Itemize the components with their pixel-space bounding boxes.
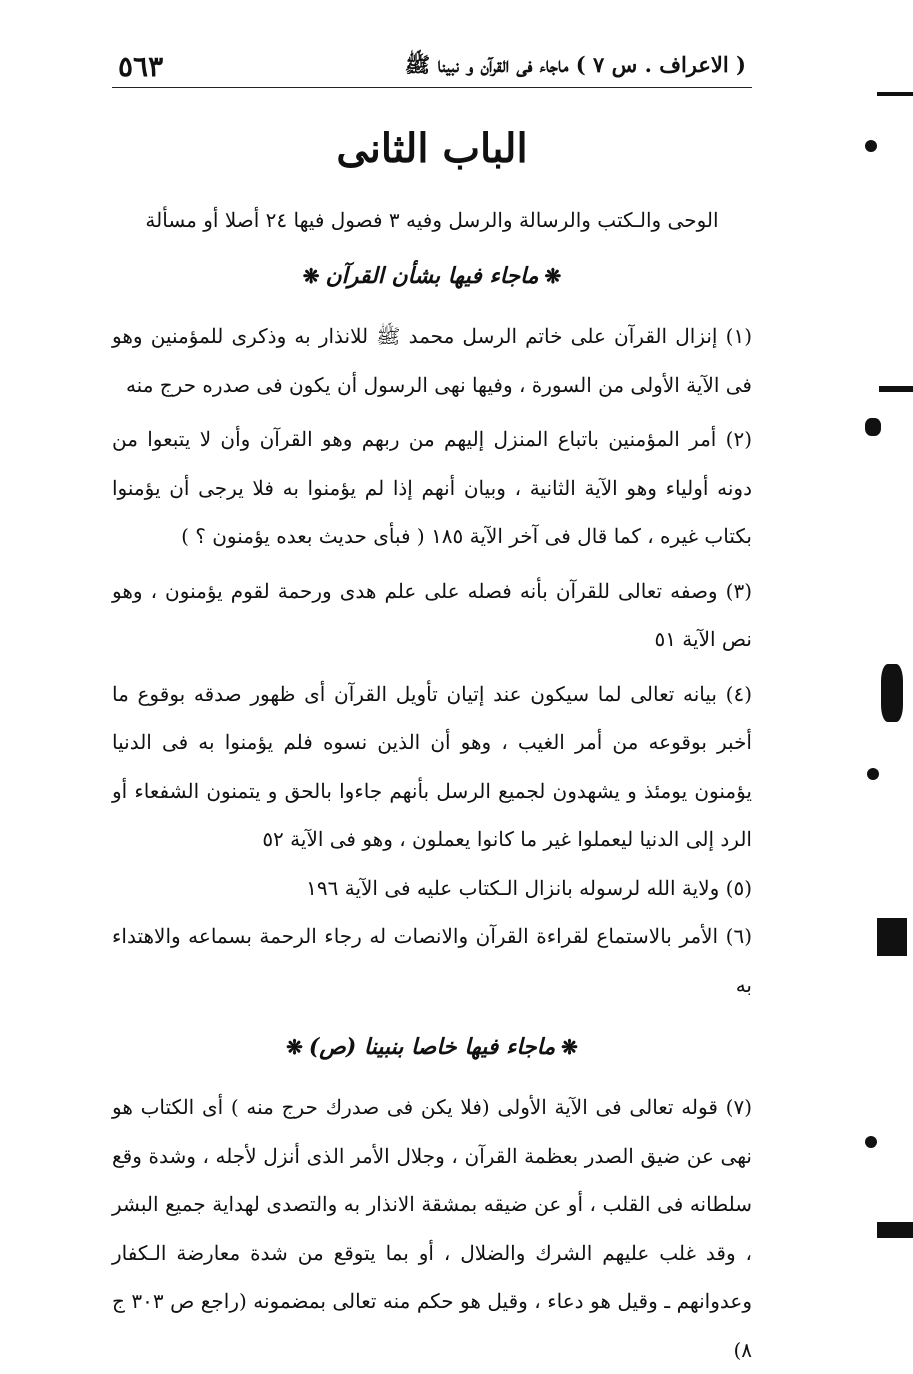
paragraph-2: (٢) أمر المؤمنين باتباع المنزل إليهم من ربهم وهو القرآن وأن لا يتبعوا من دونه أولياء وهو الآية الثانية ، وبيان أنهم إذا لم يؤمنوا به فلا يرجى أن يؤمنوا بكتاب غيره ، كما قال فى آخر الآية ١٨٥ ( فبأى حديث بعده يؤمنون ؟ ) bbox=[112, 427, 752, 548]
running-header bbox=[112, 40, 752, 88]
paragraph-5: (٥) ولاية الله لرسوله بانزال الـكتاب عليه فى الآية ١٩٦ bbox=[306, 875, 752, 900]
book-page bbox=[112, 40, 752, 1374]
scan-margin-marks bbox=[853, 0, 913, 1309]
section-heading-text: ماجاء فيها خاصا بنبينا (ص) bbox=[308, 1034, 556, 1060]
scan-speck bbox=[865, 1136, 877, 1148]
scan-speck bbox=[881, 664, 903, 722]
scan-speck bbox=[877, 918, 907, 956]
paragraph-7: (٧) قوله تعالى فى الآية الأولى (فلا يكن فى صدرك حرج منه ) أى الكتاب هو نهى عن ضيق الصدر بعظمة القرآن ، وجلال الأمر الذى أنزل لأجله ، وشدة وقع سلطانه فى القلب ، أو عن ضيقه بمشقة الانذار به والتصدى لهداية جميع البشر ، وقد غلب عليهم الشرك والضلال ، أو بما يتوقع من شدة معارضة الـكفار وعدوانهم ـ وقيل هو دعاء ، وقيل هو حكم منه تعالى بمضمونه (راجع ص ٣٠٣ ج ٨) bbox=[112, 1095, 752, 1362]
scan-speck bbox=[867, 768, 879, 780]
paragraph-3: (٣) وصفه تعالى للقرآن بأنه فصله على علم هدى ورحمة لقوم يؤمنون ، وهو نص الآية ٥١ bbox=[112, 578, 752, 651]
paragraph-1: (١) إنزال القرآن على خاتم الرسل محمد ﷺ للانذار به وذكرى للمؤمنين وهو فى الآية الأولى من السورة ، وفيها نهى الرسول أن يكون فى صدره حرج منه bbox=[112, 324, 752, 397]
chapter-subtitle: الوحى والـكتب والرسالة والرسل وفيه ٣ فصول فيها ٢٤ أصلا أو مسألة bbox=[145, 208, 719, 232]
paragraph-6: (٦) الأمر بالاستماع لقراءة القرآن والانصات له رجاء الرحمة بسماعه والاهتداء به bbox=[112, 924, 752, 997]
flower-ornament-icon: ❋ bbox=[302, 264, 320, 288]
flower-ornament-icon: ❋ bbox=[561, 1035, 578, 1059]
page-number: ٥٦٣ bbox=[118, 50, 164, 83]
paragraph-4: (٤) بيانه تعالى لما سيكون عند إتيان تأويل القرآن أى ظهور صدقه بوقوع ما أخبر بوقوعه من أمر الغيب ، وهو أن الذين نسوه فلم يؤمنوا به فى الدنيا يؤمنون يومئذ و يشهدون لجميع الرسل بأنهم جاءوا بالحق و يتمنون الشفعاء أو الرد إلى الدنيا ليعملوا غير ما كانوا يعملون ، وهو فى الآية ٥٢ bbox=[112, 681, 752, 851]
running-title: ( الاعراف . س ٧ ) ماجاء فى القرآن و نبينا ﷺ bbox=[404, 52, 746, 77]
scan-speck bbox=[865, 140, 877, 152]
scan-speck bbox=[877, 92, 913, 96]
scan-speck bbox=[879, 386, 913, 392]
section-heading-quran bbox=[112, 252, 752, 300]
section-heading-prophet bbox=[112, 1023, 752, 1071]
chapter-title: الباب الثانى bbox=[336, 125, 528, 172]
scan-speck bbox=[877, 1222, 913, 1238]
flower-ornament-icon: ❋ bbox=[286, 1035, 303, 1059]
scan-speck bbox=[865, 418, 881, 436]
flower-ornament-icon: ❋ bbox=[544, 264, 562, 288]
section-heading-text: ماجاء فيها بشأن القرآن bbox=[325, 263, 539, 289]
